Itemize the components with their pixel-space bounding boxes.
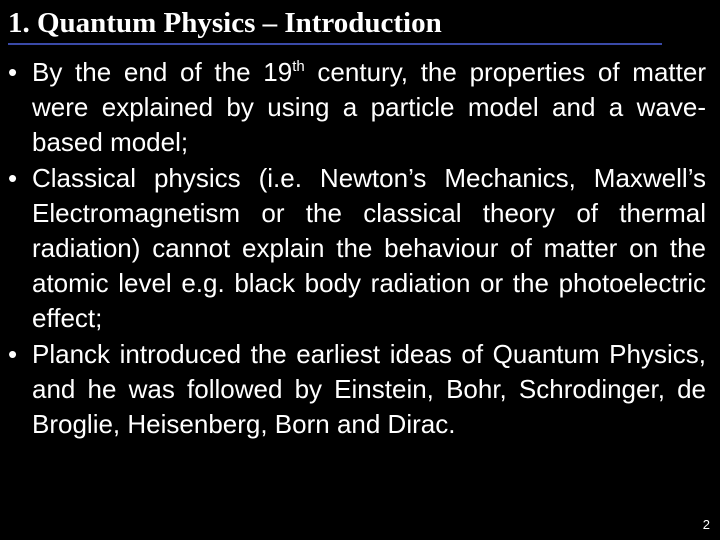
bullet-item — [8, 161, 706, 337]
bullet-text: Planck introduced the earliest ideas of Quantum Physics, and he was followed by Einstein, Bohr, Schrodinger, de Broglie, Heisenberg, Born and Dirac. — [32, 338, 706, 440]
bullet-item — [8, 55, 706, 161]
bullet-text: Classical physics (i.e. Newton’s Mechanics, Maxwell’s Electromagnetism or the classical theory of thermal radiation) cannot explain the behaviour of matter on the atomic level e.g. black body radiation or the photoelectric effect; — [32, 162, 706, 334]
bullet-list — [8, 55, 706, 442]
bullet-text-start: By the end of the 19 — [32, 57, 293, 87]
bullet-dot-icon: • — [8, 57, 18, 87]
bullet-text-end: century, the properties of matter were explained by using a particle model and a wave-based model; — [32, 57, 706, 158]
bullet-dot-icon: • — [8, 162, 18, 193]
bullet-dot-icon: • — [8, 338, 18, 369]
superscript-ordinal: th — [292, 58, 305, 75]
bullet-text — [32, 57, 706, 157]
page-number: 2 — [702, 517, 710, 532]
slide-title: 1. Quantum Physics – Introduction — [8, 7, 442, 39]
title-underline — [8, 43, 662, 45]
bullet-item — [8, 337, 706, 443]
